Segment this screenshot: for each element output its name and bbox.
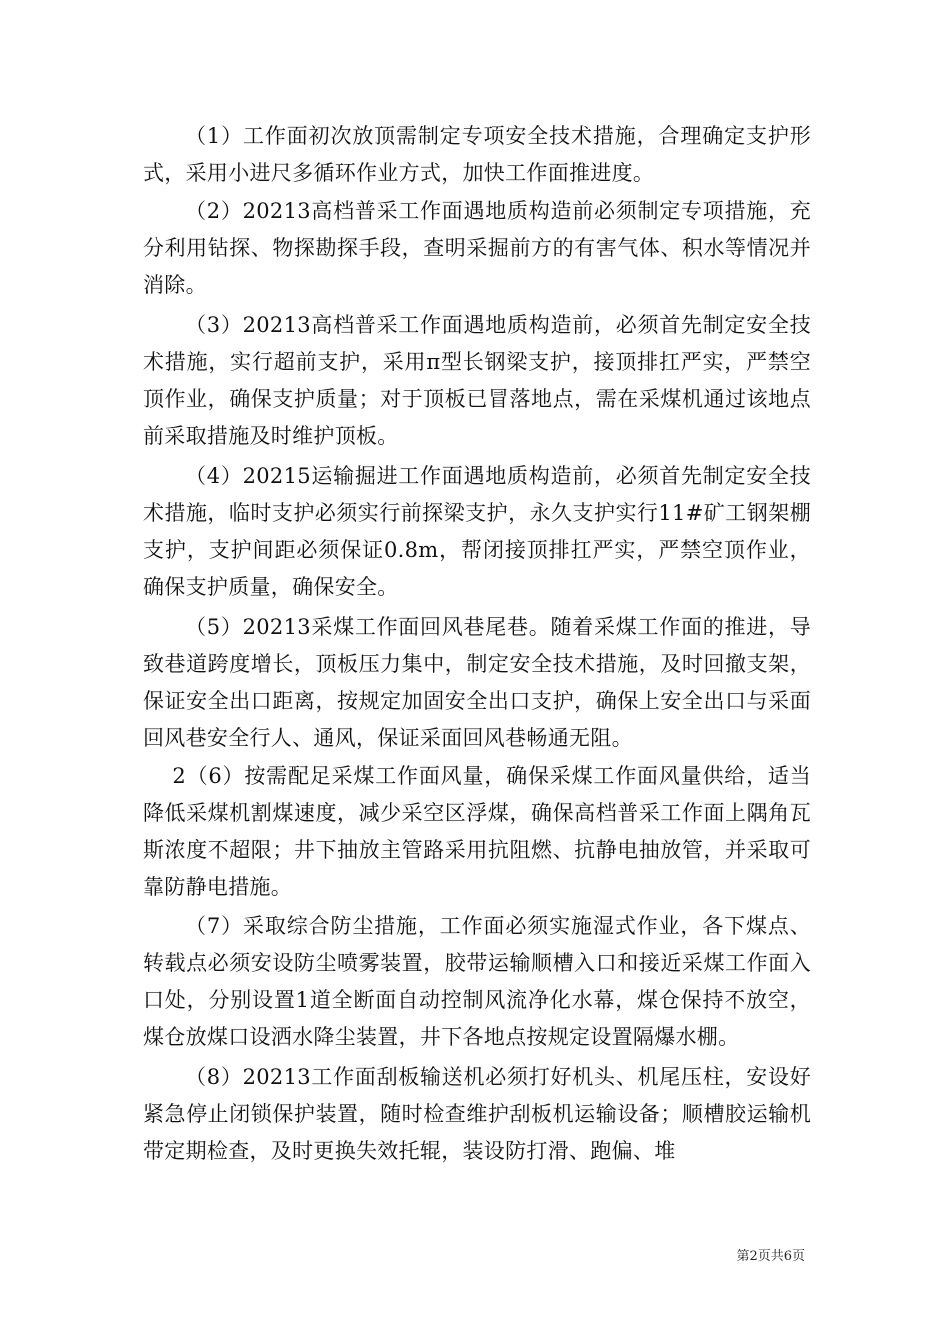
- paragraph-3: （3）20213高档普采工作面遇地质构造前，必须首先制定安全技术措施，实行超前支护，采用π型长钢梁支护，接顶排扛严实，严禁空顶作业，确保支护质量；对于顶板已冒落地点，需在采煤机通过该地点前采取措施及时维护顶板。: [143, 313, 811, 448]
- paragraph-1: （1）工作面初次放顶需制定专项安全技术措施，合理确定支护形式，采用小进尺多循环作业方式，加快工作面推进度。: [143, 124, 811, 185]
- paragraph-6: 2（6）按需配足采煤工作面风量，确保采煤工作面风量供给，适当降低采煤机割煤速度，减少采空区浮煤，确保高档普采工作面上隅角瓦斯浓度不超限；井下抽放主管路采用抗阻燃、抗静电抽放管，并采取可靠防静电措施。: [143, 764, 811, 899]
- document-body: [143, 118, 811, 1170]
- paragraph-8: （8）20213工作面刮板输送机必须打好机头、机尾压柱，安设好紧急停止闭锁保护装置，随时检查维护刮板机运输设备；顺槽胶运输机带定期检查，及时更换失效托辊，装设防打滑、跑偏、堆: [143, 1065, 811, 1163]
- paragraph-7: （7）采取综合防尘措施，工作面必须实施湿式作业，各下煤点、转载点必须安设防尘喷雾装置，胶带运输顺槽入口和接近采煤工作面入口处，分别设置1道全断面自动控制风流净化水幕，煤仓保持不放空，煤仓放煤口设洒水降尘装置，井下各地点按规定设置隔爆水棚。: [143, 914, 811, 1049]
- paragraph-4: （4）20215运输掘进工作面遇地质构造前，必须首先制定安全技术措施，临时支护必须实行前探梁支护，永久支护实行11#矿工钢架棚支护，支护间距必须保证0.8m，帮闭接顶排扛严实，严禁空顶作业，确保支护质量，确保安全。: [143, 464, 811, 599]
- page-number-footer: 第2页共6页: [736, 1249, 805, 1264]
- paragraph-5: （5）20213采煤工作面回风巷尾巷。随着采煤工作面的推进，导致巷道跨度增长，顶板压力集中，制定安全技术措施，及时回撤支架，保证安全出口距离，按规定加固安全出口支护，确保上安全出口与采面回风巷安全行人、通风，保证采面回风巷畅通无阻。: [143, 615, 811, 750]
- paragraph-2: （2）20213高档普采工作面遇地质构造前必须制定专项措施，充分利用钻探、物探勘探手段，查明采掘前方的有害气体、积水等情况并消除。: [143, 199, 811, 297]
